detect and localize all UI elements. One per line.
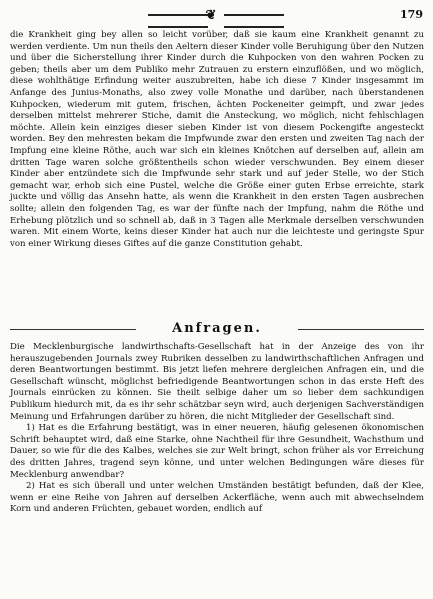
section-heading — [10, 321, 424, 337]
header-ornament-right — [224, 14, 284, 28]
question-2: 2) Hat es sich überall und unter welchen Umständen bestätigt befunden, daß der Klee, wenn er eine Reihe von Jahren auf derselben Ackerfläche, wenn auch mit abwechselndem Korn und anderen Früchten, gebauet worden, endlich auf — [10, 481, 424, 515]
anfragen-intro: Die Mecklenburgische landwirthschafts-Gesellschaft hat in der Anzeige des von ihr herauszugebenden Journals zwey Rubriken desselben zu landwirthschaftlichen Anfragen und deren Beantwortungen bestimmt. Bis jetzt liefen mehrere dergleichen Anfragen ein, und die Gesellschaft wünscht, möglichst befriedigende Beantwortungen schon in das erste Heft des Journals einrücken zu können. Sie theilt selbige daher um so lieber dem sachkundigen Publikum hiedurch mit, da es ihr sehr schätzbar seyn wird, auch derjenigen Sachverständigen Meinung und Erfahrungen darüber zu hören, die nicht Mitglieder der Gesellschaft sind. — [10, 342, 424, 422]
heading-rule-right — [298, 329, 424, 330]
question-1: 1) Hat es die Erfahrung bestätigt, was in einer neueren, häufig gelesenen ökonomischen Schrift behauptet wird, daß eine Starke, ohne Nachtheil für ihre Gesundheit, Wachsthum und Dauer, so wie für die des Kalbes, welches sie zur Welt bringt, schon früher als vor Erreichung des dritten Jahres, tragend seyn könne, und unter welchen Bedingungen wäre dieses für Mecklenburg anwendbar? — [10, 423, 424, 480]
header-ornament-left — [148, 14, 208, 28]
section-title: Anfragen. — [172, 321, 262, 336]
continued-paragraph: die Krankheit ging bey allen so leicht vorüber, daß sie kaum eine Krankheit genannt zu werden verdiente. Um nun theils den Aeltern dieser Kinder volle Beruhigung über den Nutzen und über die Sicherstellung ihrer Kinder durch die Kuhpocken von den wahren Pocken zu geben; theils aber um dem Publiko mehr Zutrauen zu erstern einzuflößen, und wo möglich, diese wohlthätige Erfindung weiter auszubreiten, habe ich diese 7 Kinder insgesammt im Anfange des Junius-Monaths, also zwey volle Monathe und darüber, nach überstandenen Kuhpocken, wiederum mit gutem, frischen, ächten Pockeneiter geimpft, und zwar jedes derselben mittelst mehrerer Stiche, damit die Ansteckung, wo möglich, nicht fehlschlagen möchte. Allein kein einziges dieser sieben Kinder ist von diesem Pockengifte angesteckt worden. Bey den mehresten bekam die Impfwunde zwar den ersten und zweiten Tag nach der Impfung eine kleine Röthe, auch war sich ein kleines Knötchen auf derselben auf, allein am dritten Tage waren solche größtentheils schon wieder verschwunden. Bey einem dieser Kinder aber entzündete sich die Impfwunde sehr stark und auf jeder Stelle, wo der Stich gemacht war, erhob sich eine Pustel, welche die Größe einer guten Erbse erreichte, stark juckte und völlig das Ansehn hatte, als wenn die Krankheit in den ersten Tagen ausbrechen sollte; allein den folgenden Tag, es war der fünfte nach der Impfung, nahm die Röthe und Erhebung plötzlich und so schnell ab, daß in 3 Tagen alle Merkmale derselben verschwunden waren. Mit einem Worte, keins dieser Kinder hat auch nur die leichteste und geringste Spur von einer Wirkung dieses Giftes auf die ganze Constitution gehabt. — [10, 30, 424, 249]
page-number: 179 — [400, 8, 423, 21]
heading-rule-left — [10, 329, 136, 330]
anfragen-text — [10, 342, 424, 516]
page-header — [0, 6, 433, 24]
main-text — [10, 30, 424, 250]
ornament-icon: ❦ — [205, 8, 217, 23]
